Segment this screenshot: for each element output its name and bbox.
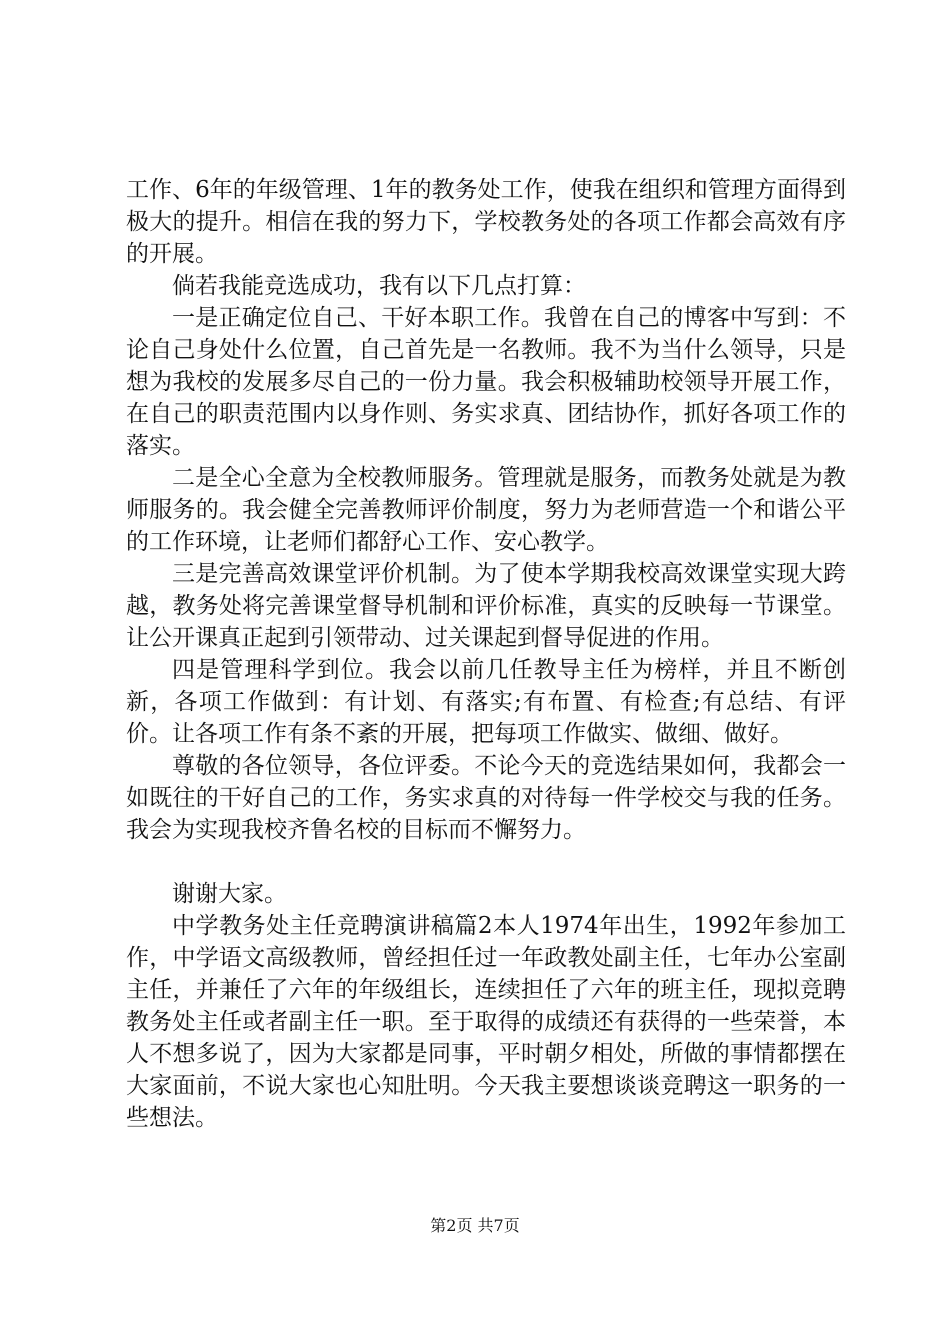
paragraph-plan-two: 二是全心全意为全校教师服务。管理就是服务，而教务处就是为教师服务的。我会健全完善教师评价制度，努力为老师营造一个和谐公平的工作环境，让老师们都舒心工作、安心教学。 bbox=[126, 465, 846, 555]
paragraph-plans-intro: 倘若我能竞选成功，我有以下几点打算： bbox=[172, 273, 586, 299]
paragraph-continuation: 工作、6年的年级管理、1年的教务处工作，使我在组织和管理方面得到极大的提升。相信在我的努力下，学校教务处的各项工作都会高效有序的开展。 bbox=[126, 177, 846, 267]
paragraph-speech-two: 中学教务处主任竞聘演讲稿篇2本人1974年出生，1992年参加工作，中学语文高级教师，曾经担任过一年政教处副主任，七年办公室副主任，并兼任了六年的年级组长，连续担任了六年的班主任，现拟竞聘教务处主任或者副主任一职。至于取得的成绩还有获得的一些荣誉，本人不想多说了，因为大家都是同事，平时朝夕相处，所做的事情都摆在大家面前，不说大家也心知肚明。今天我主要想谈谈竞聘这一职务的一些想法。 bbox=[126, 913, 846, 1131]
paragraph-plan-three: 三是完善高效课堂评价机制。为了使本学期我校高效课堂实现大跨越，教务处将完善课堂督导机制和评价标准，真实的反映每一节课堂。让公开课真正起到引领带动、过关课起到督导促进的作用。 bbox=[126, 561, 846, 651]
page-footer bbox=[0, 1216, 950, 1236]
page-indicator: 第2页 共7页 bbox=[430, 1216, 520, 1235]
paragraph-plan-four: 四是管理科学到位。我会以前几任教导主任为榜样，并且不断创新，各项工作做到：有计划、有落实;有布置、有检查;有总结、有评价。让各项工作有条不紊的开展，把每项工作做实、做细、做好。 bbox=[126, 657, 846, 747]
paragraph-thanks: 谢谢大家。 bbox=[172, 881, 287, 907]
document-body bbox=[126, 174, 846, 1134]
paragraph-closing: 尊敬的各位领导，各位评委。不论今天的竞选结果如何，我都会一如既往的干好自己的工作，务实求真的对待每一件学校交与我的任务。我会为实现我校齐鲁名校的目标而不懈努力。 bbox=[126, 753, 846, 843]
paragraph-plan-one: 一是正确定位自己、干好本职工作。我曾在自己的博客中写到：不论自己身处什么位置，自己首先是一名教师。我不为当什么领导，只是想为我校的发展多尽自己的一份力量。我会积极辅助校领导开展工作，在自己的职责范围内以身作则、务实求真、团结协作，抓好各项工作的落实。 bbox=[126, 305, 846, 459]
